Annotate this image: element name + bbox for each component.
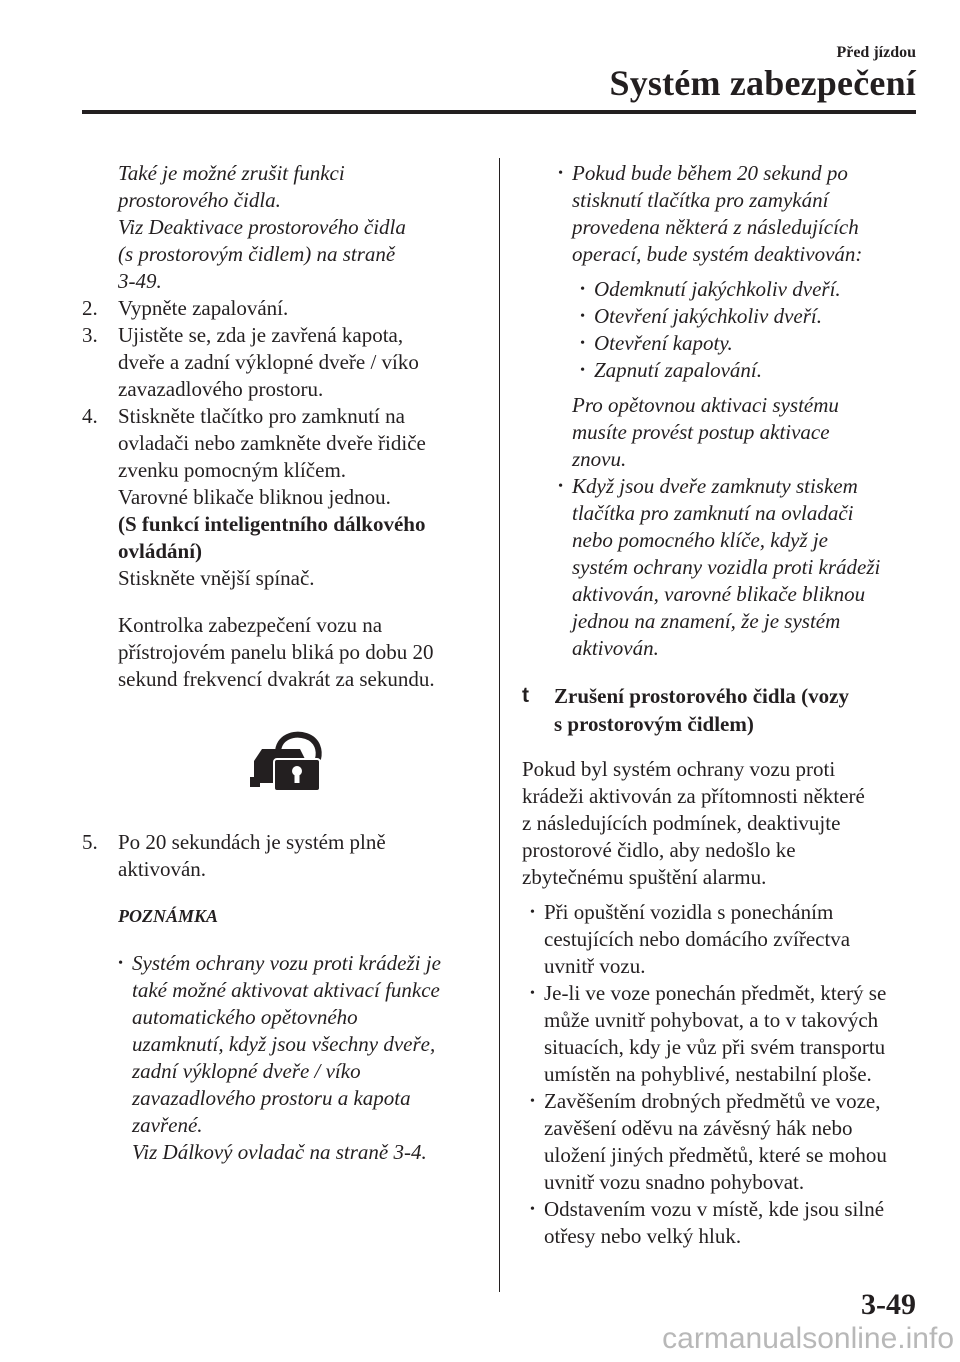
- text-line: operací, bude systém deaktivován:: [572, 242, 863, 266]
- section-label: Před jízdou: [836, 44, 916, 61]
- bullet-dot: •: [530, 1202, 535, 1217]
- text-line: ovladači nebo zamkněte dveře řidiče: [118, 431, 426, 455]
- bullet-dot: •: [580, 336, 585, 351]
- sub-item: [580, 330, 922, 357]
- text-line: otřesy nebo velký hluk.: [544, 1224, 742, 1248]
- step-4: [82, 403, 482, 693]
- bold-line: (S funkcí inteligentního dálkového: [118, 512, 426, 536]
- text-line: nebo pomocného klíče, když je: [572, 528, 828, 552]
- text-line: Také je možné zrušit funkci: [118, 161, 345, 185]
- bullet-dot: •: [580, 282, 585, 297]
- text-line: krádeži aktivován za přítomnosti některé: [522, 784, 865, 808]
- section-heading: [522, 682, 922, 738]
- text-line: Pro opětovnou aktivaci systému: [572, 393, 839, 417]
- text-line: aktivován, varovné blikače bliknou: [572, 582, 866, 606]
- text-line: Viz Dálkový ovladač na straně 3-4.: [132, 1140, 427, 1164]
- text-line: Ujistěte se, zda je zavřená kapota,: [118, 323, 404, 347]
- text-line: Kontrolka zabezpečení vozu na: [118, 613, 383, 637]
- intro-note: [82, 160, 482, 295]
- text-line: zvenku pomocným klíčem.: [118, 458, 347, 482]
- security-indicator-wrap: [82, 731, 482, 811]
- step-5: [82, 829, 482, 883]
- intro-paragraph: [522, 756, 922, 891]
- column-divider: [499, 158, 500, 1292]
- text-line: z následujících podmínek, deaktivujte: [522, 811, 841, 835]
- step-number: 4.: [82, 404, 98, 428]
- text-line: situacích, kdy je vůz při svém transportu: [544, 1035, 886, 1059]
- text-line: stisknutí tlačítka pro zamykání: [572, 188, 829, 212]
- list-item: [530, 1196, 922, 1250]
- text-line: aktivován.: [118, 857, 207, 881]
- list-item: [530, 980, 922, 1088]
- heading-line: Zrušení prostorového čidla (vozy: [554, 684, 849, 708]
- note-title: POZNÁMKA: [118, 906, 219, 926]
- text-line: Pokud byl systém ochrany vozu proti: [522, 757, 836, 781]
- text-line: musíte provést postup aktivace: [572, 420, 830, 444]
- text-line: může uvnitř pohybovat, a to v takových: [544, 1008, 879, 1032]
- text-line: Systém ochrany vozu proti krádeži je: [132, 951, 441, 975]
- bullet-lock-blink: [558, 473, 922, 662]
- text-line: uzamknutí, když jsou všechny dveře,: [132, 1032, 436, 1056]
- bullet-deactivation: [522, 160, 922, 662]
- bullet-dot: •: [530, 905, 535, 920]
- text-line: systém ochrany vozidla proti krádeži: [572, 555, 881, 579]
- sub-item: [580, 276, 922, 303]
- bullet-dot: •: [580, 363, 585, 378]
- text-line: Zavěšením drobných předmětů ve voze,: [544, 1089, 881, 1113]
- text-line: Po 20 sekundách je systém plně: [118, 830, 386, 854]
- step-number: 3.: [82, 323, 98, 347]
- text-line: prostorové čidlo, aby nedošlo ke: [522, 838, 796, 862]
- text-line: cestujících nebo domácího zvířectva: [544, 927, 851, 951]
- text-line: automatického opětovného: [132, 1005, 358, 1029]
- text-line: 3-49.: [118, 269, 162, 293]
- heading-line: s prostorovým čidlem): [554, 712, 754, 736]
- section-marker-icon: t: [522, 684, 529, 707]
- bullet-dot: •: [558, 479, 563, 494]
- page-number: 3-49: [861, 1288, 916, 1321]
- text-line: umístěn na pohyblivé, nestabilní ploše.: [544, 1062, 872, 1086]
- text-line: zavazadlového prostoru.: [118, 377, 324, 401]
- step-2: [82, 295, 482, 322]
- list-item: [530, 899, 922, 980]
- right-column: [522, 160, 922, 1250]
- text-line: znovu.: [572, 447, 627, 471]
- text-line: Odemknutí jakýchkoliv dveří.: [594, 277, 841, 301]
- text-line: zavěšení oděvu na závěsný hák nebo: [544, 1116, 853, 1140]
- bullet-dot: •: [530, 986, 535, 1001]
- step-number: 2.: [82, 296, 98, 320]
- text-line: Zapnutí zapalování.: [594, 358, 763, 382]
- text-line: uvnitř vozu.: [544, 954, 646, 978]
- text-line: provedena některá z následujících: [572, 215, 859, 239]
- condition-list: [522, 899, 922, 1250]
- list-item: [530, 1088, 922, 1196]
- security-indicator-icon: [248, 731, 324, 793]
- text-line: Je-li ve voze ponechán předmět, který se: [544, 981, 887, 1005]
- bullet-dot: •: [558, 166, 563, 181]
- text-line: jednou na znamení, že je systém: [572, 609, 841, 633]
- text-line: uvnitř vozu snadno pohybovat.: [544, 1170, 805, 1194]
- header-rule: [82, 110, 916, 114]
- text-line: Odstavením vozu v místě, kde jsou silné: [544, 1197, 885, 1221]
- text-line: uložení jiných předmětů, které se mohou: [544, 1143, 887, 1167]
- text-line: zavazadlového prostoru a kapota: [132, 1086, 411, 1110]
- bullet-dot: •: [580, 309, 585, 324]
- page-title: Systém zabezpečení: [609, 63, 916, 103]
- text-line: Varovné blikače bliknou jednou.: [118, 485, 391, 509]
- step-number: 5.: [82, 830, 98, 854]
- text-line: (s prostorovým čidlem) na straně: [118, 242, 396, 266]
- sub-item: [580, 303, 922, 330]
- bold-line: ovládání): [118, 539, 203, 563]
- text-line: Otevření jakýchkoliv dveří.: [594, 304, 822, 328]
- step-3: [82, 322, 482, 403]
- text-line: také možné aktivovat aktivací funkce: [132, 978, 440, 1002]
- text-line: aktivován.: [572, 636, 659, 660]
- text-line: Stiskněte tlačítko pro zamknutí na: [118, 404, 405, 428]
- text-line: zadní výklopné dveře / víko: [132, 1059, 361, 1083]
- bullet-dot: •: [530, 1094, 535, 1109]
- text-line: Pokud bude během 20 sekund po: [572, 161, 848, 185]
- text-line: přístrojovém panelu bliká po dobu 20: [118, 640, 434, 664]
- watermark: carmanualsonline.info: [662, 1322, 954, 1355]
- text-line: Viz Deaktivace prostorového čidla: [118, 215, 406, 239]
- text-line: Při opuštění vozidla s ponecháním: [544, 900, 834, 924]
- text-line: Stiskněte vnější spínač.: [118, 566, 315, 590]
- left-column: [82, 160, 482, 1166]
- note-bullet: [82, 950, 482, 1166]
- bullet-dot: •: [118, 956, 123, 971]
- text-line: zbytečnému spuštění alarmu.: [522, 865, 767, 889]
- text-line: zavřené.: [132, 1113, 203, 1137]
- text-line: Když jsou dveře zamknuty stiskem: [572, 474, 858, 498]
- text-line: Vypněte zapalování.: [118, 296, 289, 320]
- sub-item: [580, 357, 922, 384]
- text-line: Otevření kapoty.: [594, 331, 733, 355]
- text-line: tlačítka pro zamknutí na ovladači: [572, 501, 854, 525]
- text-line: dveře a zadní výklopné dveře / víko: [118, 350, 419, 374]
- text-line: sekund frekvencí dvakrát za sekundu.: [118, 667, 435, 691]
- text-line: prostorového čidla.: [118, 188, 281, 212]
